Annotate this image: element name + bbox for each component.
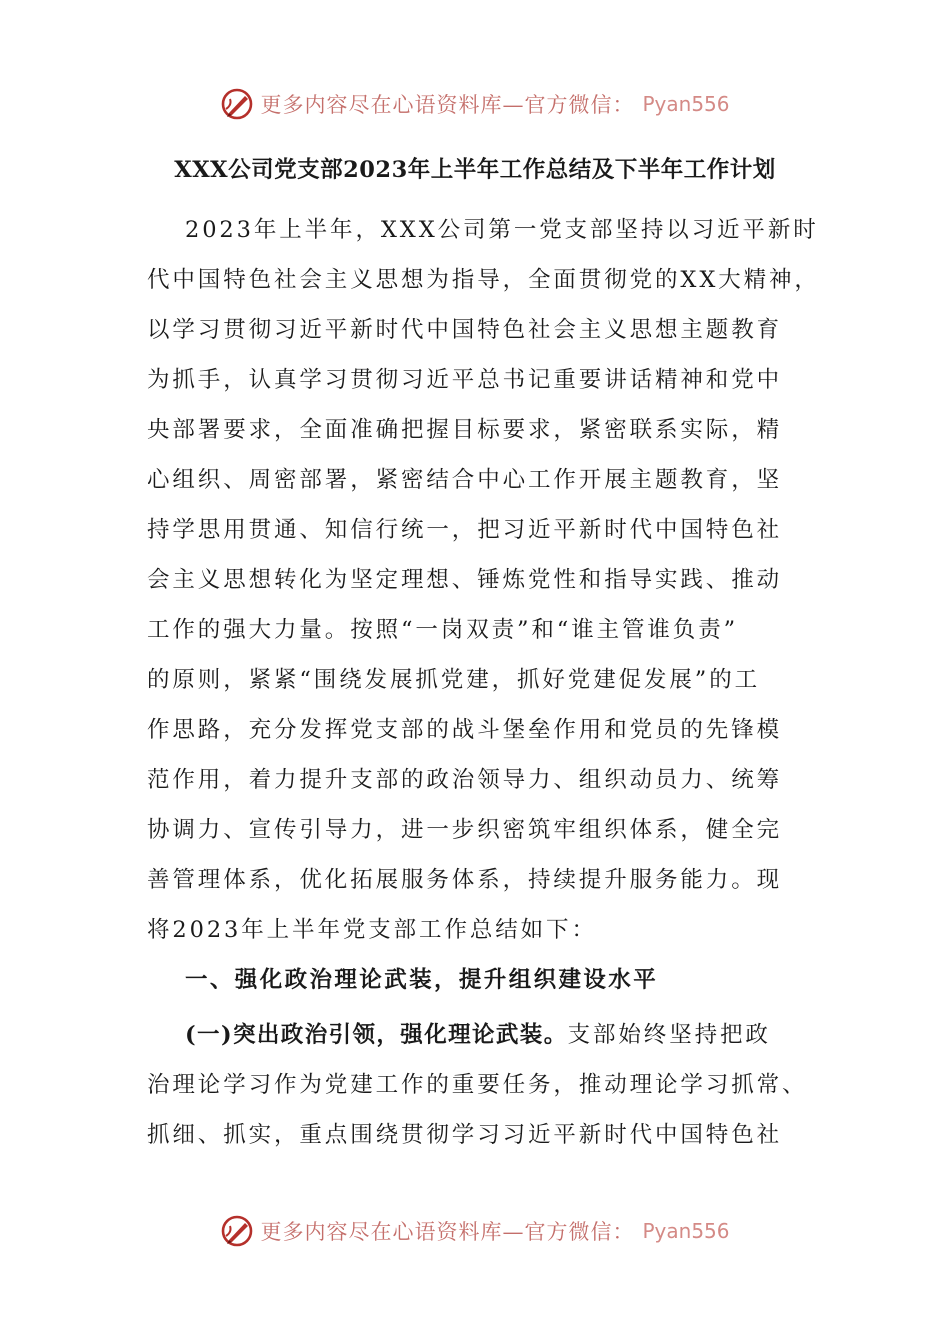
- paragraph-line: 将2023年上半年党支部工作总结如下：: [147, 917, 597, 943]
- paragraph-line: 为抓手，认真学习贯彻习近平总书记重要讲话精神和党中: [147, 367, 783, 393]
- paragraph-line: 范作用，着力提升支部的政治领导力、组织动员力、统筹: [147, 767, 783, 793]
- paragraph-line: 工作的强大力量。按照“一岗双责”和“谁主管谁负责”: [147, 617, 739, 643]
- paragraph-line: 作思路，充分发挥党支部的战斗堡垒作用和党员的先锋模: [147, 717, 783, 743]
- subsection-heading: (一)突出政治引领，强化理论武装。: [185, 1022, 568, 1048]
- paragraph-line: 抓细、抓实，重点围绕贯彻学习习近平新时代中国特色社: [147, 1122, 783, 1148]
- paragraph-line: 持学思用贯通、知信行统一，把习近平新时代中国特色社: [147, 517, 783, 543]
- paragraph-line: 的原则，紧紧“围绕发展抓党建，抓好党建促发展”的工: [147, 667, 761, 693]
- paragraph-line: 2023年上半年，XXX公司第一党支部坚持以习近平新时: [185, 217, 819, 243]
- paragraph-line: 治理论学习作为党建工作的重要任务，推动理论学习抓常、: [147, 1072, 808, 1098]
- paragraph-line: 善管理体系，优化拓展服务体系，持续提升服务能力。现: [147, 867, 783, 893]
- watermark-handle: Pyan556: [642, 92, 730, 116]
- paragraph-line: 央部署要求，全面准确把握目标要求，紧密联系实际，精: [147, 417, 783, 443]
- pen-logo-icon: [220, 1214, 254, 1248]
- paragraph-line: 代中国特色社会主义思想为指导，全面贯彻党的XX大精神，: [147, 267, 820, 293]
- paragraph-line: 会主义思想转化为坚定理想、锤炼党性和指导实践、推动: [147, 567, 783, 593]
- watermark-text: 更多内容尽在心语资料库—官方微信：: [260, 93, 635, 117]
- pen-logo-icon: [220, 87, 254, 121]
- subsection-text: 支部始终坚持把政: [567, 1022, 771, 1048]
- paragraph-line: 以学习贯彻习近平新时代中国特色社会主义思想主题教育: [147, 317, 783, 343]
- paragraph-line: 协调力、宣传引导力，进一步织密筑牢组织体系，健全完: [147, 817, 783, 843]
- watermark-handle: Pyan556: [642, 1219, 730, 1243]
- section-heading: 一、强化政治理论武装，提升组织建设水平: [185, 967, 659, 993]
- document-title: XXX公司党支部2023年上半年工作总结及下半年工作计划: [174, 157, 776, 183]
- paragraph-line: 心组织、周密部署，紧密结合中心工作开展主题教育，坚: [147, 467, 783, 493]
- subsection-first-line: [185, 1017, 771, 1049]
- watermark-header: [0, 79, 950, 129]
- watermark-text: 更多内容尽在心语资料库—官方微信：: [260, 1220, 635, 1244]
- watermark-footer: [0, 1206, 950, 1256]
